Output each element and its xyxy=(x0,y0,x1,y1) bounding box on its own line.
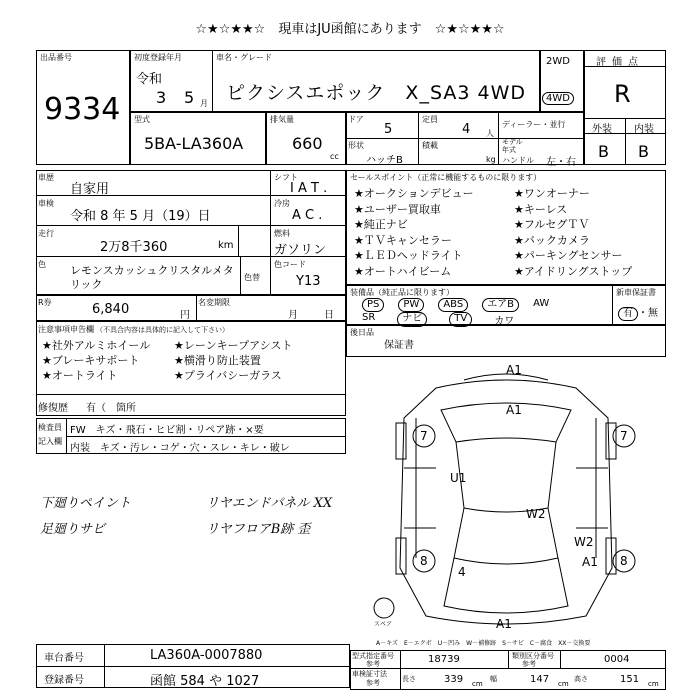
displacement-unit: cc xyxy=(330,152,339,161)
new-car-separator: ・ xyxy=(638,308,648,319)
color-code: Y13 xyxy=(296,274,321,289)
model-year-label: モデル年式 xyxy=(502,138,523,154)
damage-mark: 7 xyxy=(420,429,428,443)
note-item: ★横滑り防止装置 xyxy=(174,354,261,367)
sales-point: ★ＬＥＤヘッドライト xyxy=(354,249,463,262)
width-value: 147 xyxy=(530,674,550,685)
equip-navi: ナビ xyxy=(397,312,427,327)
doors-value: 5 xyxy=(384,122,393,137)
displacement-label: 排気量 xyxy=(270,115,294,124)
drive-4wd: 4WD xyxy=(542,92,574,105)
damage-mark: A1 xyxy=(496,617,512,631)
color-label: 色 xyxy=(38,260,46,269)
inspector-row1: FW キズ・飛石・ヒビ割・リペア跡・×要 xyxy=(70,425,264,436)
color-code-label: 色コード xyxy=(274,260,306,269)
note-item: ★レーンキープアシスト xyxy=(174,339,293,352)
height-unit: cm xyxy=(648,680,659,688)
damage-mark: U1 xyxy=(450,471,467,485)
sales-point: ★アイドリングストップ xyxy=(514,264,633,278)
interior-score: B xyxy=(638,142,649,161)
inspector-label2: 記入欄 xyxy=(38,437,62,446)
type-cert-value: 18739 xyxy=(428,654,460,665)
handwritten-note: 下廻りペイント xyxy=(40,496,132,511)
mileage-value: 2万8千360 xyxy=(100,240,168,255)
shift-value: I A T . xyxy=(290,181,328,196)
inspector-label1: 検査員 xyxy=(38,423,62,432)
dims-label: 車検証寸法 xyxy=(352,670,387,678)
length-value: 339 xyxy=(444,674,464,685)
sales-point: ★ユーザー買取車 xyxy=(354,202,441,216)
model-value: 5BA-LA360A xyxy=(144,134,244,153)
reg-month: 5 xyxy=(184,88,195,107)
inspection-value: 令和 8 年 5 月（19）日 xyxy=(70,209,211,224)
load-label: 積載 xyxy=(422,141,438,150)
plate-label: 登録番号 xyxy=(44,675,84,686)
car-diagram xyxy=(346,358,666,640)
note-item: ★ブレーキサポート xyxy=(42,354,140,367)
chassis-value: LA360A-0007880 xyxy=(150,648,263,663)
rear-label: 後日品 xyxy=(350,328,374,337)
sales-point: ★フルセグＴＶ xyxy=(514,218,590,231)
width-label: 幅 xyxy=(490,675,497,683)
equip-pw: PW xyxy=(398,298,424,312)
history-value: 自家用 xyxy=(70,182,110,197)
damage-mark: 8 xyxy=(420,554,428,568)
type-cert-label: 型式指定番号 xyxy=(352,652,394,660)
sales-point: ★オートハイビーム xyxy=(354,264,452,278)
length-label: 長さ xyxy=(402,675,416,683)
sales-point: ★キーレス xyxy=(514,202,568,216)
handle-label: ハンドル xyxy=(502,156,534,165)
notes-label: 注意事項申告欄 xyxy=(38,325,94,334)
mileage-label: 走行 xyxy=(38,229,54,238)
fuel-value: ガソリン xyxy=(274,243,327,258)
new-car-no: 無 xyxy=(648,308,658,319)
height-label: 高さ xyxy=(574,675,588,683)
equip-tv: TV xyxy=(449,312,472,327)
name-change-month: 月 xyxy=(288,310,298,321)
dims-sub: 参考 xyxy=(366,679,380,687)
lot-number: 9334 xyxy=(44,92,121,127)
handwritten-note: リヤエンドパネル XX xyxy=(206,496,333,511)
equip-leather: カワ xyxy=(494,316,515,327)
model-label: 型式 xyxy=(134,115,150,124)
lot-label: 出品番号 xyxy=(40,53,72,62)
body-type-value: ハッチB xyxy=(366,155,403,166)
reg-year: 3 xyxy=(156,88,167,107)
new-car-options xyxy=(618,304,658,321)
color-change-label: 色替 xyxy=(244,273,260,282)
score-value: R xyxy=(614,80,631,108)
equip-abs: ABS xyxy=(438,298,468,312)
rear-value: 保証書 xyxy=(384,340,414,351)
equip-sr: SR xyxy=(362,312,376,323)
repair-label: 修復歴 xyxy=(38,403,68,414)
equipment-row1 xyxy=(362,298,612,312)
handle-value: 左・右 xyxy=(546,157,576,168)
reg-month-unit: 月 xyxy=(200,99,208,108)
reg-era: 令和 xyxy=(136,72,163,87)
equip-ps: PS xyxy=(362,298,384,312)
spare-label: スペア xyxy=(374,621,393,628)
body-type-label: 形状 xyxy=(348,141,364,150)
exterior-score: B xyxy=(598,142,609,161)
mileage-unit: km xyxy=(218,240,234,251)
car-name: ピクシスエポック X_SA3 4WD xyxy=(226,82,526,104)
interior-label: 内装 xyxy=(634,124,654,135)
equipment-label: 装備品（純正品に限ります） xyxy=(350,288,454,297)
diagram-legend: A－キズ E－エクボ U－凹み W－補修跡 S－サビ C－腐食 XX－交換要 xyxy=(376,640,591,647)
class-num-sub: 参考 xyxy=(522,660,536,668)
length-unit: cm xyxy=(472,680,483,688)
damage-mark: 8 xyxy=(620,554,628,568)
dealer-label: ディーラー・並行 xyxy=(502,120,566,129)
fuel-label: 燃料 xyxy=(274,229,290,238)
damage-mark: A1 xyxy=(582,555,598,569)
damage-mark: W2 xyxy=(574,535,594,549)
sales-points-label: セールスポイント（正常に機能するものに限ります） xyxy=(350,173,542,182)
header-title: ☆★☆★★☆ 現車はJU函館にあります ☆★☆★★☆ xyxy=(195,22,505,37)
exterior-label: 外装 xyxy=(592,124,612,135)
new-car-yes: 有 xyxy=(618,307,638,321)
sales-points-list xyxy=(354,186,664,279)
height-value: 151 xyxy=(620,674,640,685)
car-name-label: 車名・グレード xyxy=(216,53,272,62)
class-num-label: 類別区分番号 xyxy=(512,652,554,660)
note-item: ★社外アルミホイール xyxy=(42,339,151,352)
inspector-row2: 内装 キズ・汚レ・コゲ・穴・スレ・キレ・破レ xyxy=(70,443,290,454)
load-unit: kg xyxy=(486,155,496,164)
damage-mark: W2 xyxy=(526,507,546,521)
sales-point: ★バックカメラ xyxy=(514,233,590,247)
shift-label: シフト xyxy=(274,173,298,182)
sales-point: ★オークションデビュー xyxy=(354,187,474,200)
damage-mark: 7 xyxy=(620,429,628,443)
history-label: 車歴 xyxy=(38,173,54,182)
chassis-label: 車台番号 xyxy=(44,653,84,664)
capacity-unit: 人 xyxy=(486,129,494,138)
damage-mark: A1 xyxy=(506,363,522,377)
sales-point: ★純正ナビ xyxy=(354,218,408,231)
capacity-label: 定員 xyxy=(422,115,438,124)
handwritten-note: リヤフロアB跡 歪 xyxy=(206,522,311,537)
equip-aw: AW xyxy=(533,298,550,309)
inspection-label: 車検 xyxy=(38,199,54,208)
doors-label: ドア xyxy=(348,115,364,124)
damage-mark: 4 xyxy=(458,565,466,579)
ac-value: A C . xyxy=(292,208,323,223)
capacity-value: 4 xyxy=(462,122,471,137)
name-change-label: 名変期限 xyxy=(198,298,230,307)
note-item: ★オートライト xyxy=(42,369,118,382)
recycle-unit: 円 xyxy=(180,310,190,321)
handwritten-note: 足廻りサビ xyxy=(40,522,106,537)
class-num-value: 0004 xyxy=(604,654,630,665)
sales-point: ★パーキングセンサー xyxy=(514,249,623,262)
width-unit: cm xyxy=(558,680,569,688)
drive-2wd: 2WD xyxy=(546,56,570,67)
sales-point: ★ワンオーナー xyxy=(514,187,590,200)
ac-label: 冷房 xyxy=(274,199,290,208)
recycle-label: R券 xyxy=(38,298,52,307)
score-label: 評価点 xyxy=(596,57,644,68)
type-cert-sub: 参考 xyxy=(366,660,380,668)
new-car-label: 新車保証書 xyxy=(616,288,656,297)
damage-mark: A1 xyxy=(506,403,522,417)
recycle-value: 6,840 xyxy=(92,302,130,317)
displacement-value: 660 xyxy=(292,134,323,153)
name-change-day: 日 xyxy=(324,310,334,321)
equip-airbag: エアB xyxy=(482,298,519,312)
plate-value: 函館 584 や 1027 xyxy=(150,674,260,689)
notes-sub: （不具合内容は具体的に記入して下さい） xyxy=(96,326,229,334)
reg-label: 初度登録年月 xyxy=(134,53,182,62)
color-value: レモンスカッシュクリスタルメタリック xyxy=(70,264,234,291)
repair-value: 有（ 箇所 xyxy=(86,403,136,414)
sales-point: ★ＴＶキャンセラー xyxy=(354,233,452,247)
note-item: ★プライバシーガラス xyxy=(174,369,282,382)
notes-list xyxy=(42,338,342,383)
